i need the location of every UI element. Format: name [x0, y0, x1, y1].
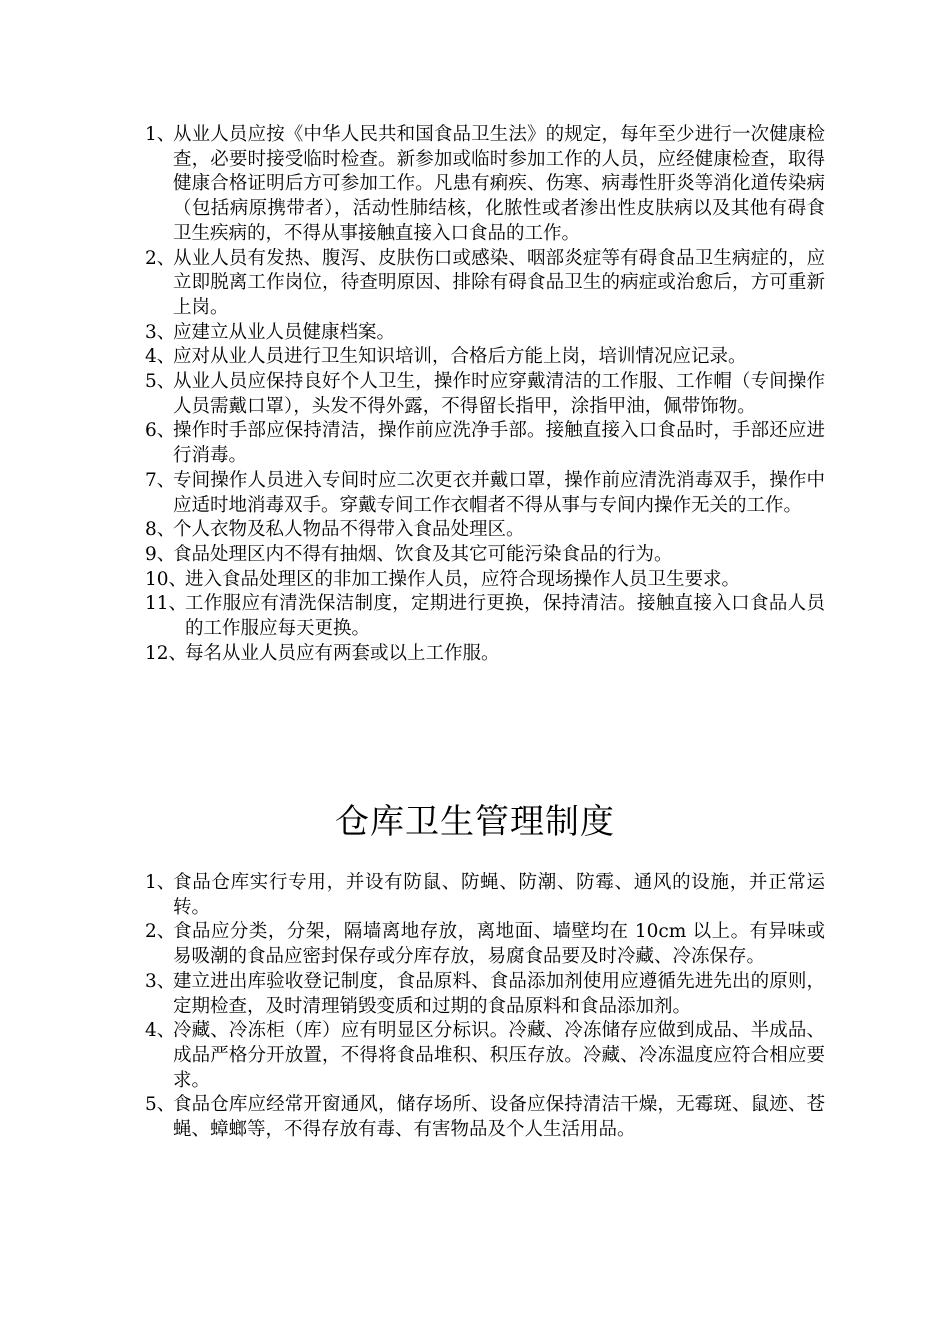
item-number: 1、	[145, 124, 176, 145]
list-item	[145, 642, 825, 667]
item-number: 2、	[145, 247, 176, 269]
item-text: 从业人员应保持良好个人卫生，操作时应穿戴清洁的工作服、工作帽（专间操作人员需戴口罩），头发不得外露，不得留长指甲，涂指甲油，佩带饰物。	[173, 371, 825, 417]
list-item	[145, 518, 825, 543]
list-item	[145, 920, 825, 969]
item-number: 5、	[145, 1094, 176, 1116]
list-item	[145, 345, 825, 370]
list-item	[145, 1019, 825, 1093]
item-text: 食品仓库实行专用，并设有防鼠、防蝇、防潮、防霉、通风的设施，并正常运转。	[173, 872, 825, 918]
item-number: 4、	[145, 1020, 176, 1042]
item-text: 应建立从业人员健康档案。	[173, 321, 396, 343]
item-text: 应对从业人员进行卫生知识培训，合格后方能上岗，培训情况应记录。	[173, 346, 747, 368]
item-number: 2、	[145, 921, 176, 943]
item-number: 12、	[145, 642, 188, 664]
item-text: 操作时手部应保持清洁，操作前应洗净手部。接触直接入口食品时，手部还应进行消毒。	[173, 420, 825, 467]
item-number: 6、	[145, 420, 176, 442]
item-text: 工作服应有清洗保洁制度，定期进行更换，保持清洁。接触直接入口食品人员的工作服应每天更换。	[185, 593, 825, 640]
list-item	[145, 321, 825, 346]
item-number: 5、	[145, 371, 176, 393]
list-item	[145, 871, 825, 920]
staff-hygiene-rules-list	[145, 123, 825, 666]
item-text: 食品仓库应经常开窗通风，储存场所、设备应保持清洁干燥，无霉斑、鼠迹、苍蝇、蟑螂等，不得存放有毒、有害物品及个人生活用品。	[173, 1094, 825, 1141]
item-text: 食品处理区内不得有抽烟、饮食及其它可能污染食品的行为。	[173, 543, 673, 565]
item-number: 9、	[145, 543, 176, 565]
list-item	[145, 543, 825, 568]
item-number: 3、	[145, 970, 176, 992]
item-text: 每名从业人员应有两套或以上工作服。	[185, 642, 500, 664]
item-number: 1、	[145, 872, 176, 893]
item-number: 7、	[145, 469, 176, 491]
warehouse-hygiene-rules-list	[145, 871, 825, 1143]
list-item	[145, 1093, 825, 1142]
list-item	[145, 970, 825, 1019]
item-number: 3、	[145, 321, 176, 343]
item-text: 专间操作人员进入专间时应二次更衣并戴口罩，操作前应清洗消毒双手，操作中应适时地消毒双手。穿戴专间工作衣帽者不得从事与专间内操作无关的工作。	[173, 469, 825, 516]
section-title: 仓库卫生管理制度	[335, 802, 615, 842]
item-text: 从业人员应按《中华人民共和国食品卫生法》的规定，每年至少进行一次健康检查，必要时接受临时检查。新参加或临时参加工作的人员，应经健康检查，取得健康合格证明后方可参加工作。凡患有痢疾、伤寒、病毒性肝炎等消化道传染病（包括病原携带者），活动性肺结核，化脓性或者渗出性皮肤病以及其他有碍食卫生疾病的，不得从事接触直接入口食品的工作。	[173, 124, 825, 244]
list-item	[145, 370, 825, 419]
item-text: 食品应分类，分架，隔墙离地存放，离地面、墙壁均在 10cm 以上。有异味或易吸潮的食品应密封保存或分库存放，易腐食品要及时冷藏、冷冻保存。	[173, 921, 825, 968]
item-number: 10、	[145, 568, 188, 590]
item-number: 11、	[145, 593, 188, 615]
list-item	[145, 123, 825, 247]
item-text: 个人衣物及私人物品不得带入食品处理区。	[173, 519, 525, 541]
item-text: 冷藏、冷冻柜（库）应有明显区分标识。冷藏、冷冻储存应做到成品、半成品、成品严格分开放置，不得将食品堆积、积压存放。冷藏、冷冻温度应符合相应要求。	[173, 1020, 825, 1091]
list-item	[145, 469, 825, 518]
item-text: 从业人员有发热、腹泻、皮肤伤口或感染、咽部炎症等有碍食品卫生病症的，应立即脱离工作岗位，待查明原因、排除有碍食品卫生的病症或治愈后，方可重新上岗。	[173, 247, 825, 318]
list-item	[145, 247, 825, 321]
item-number: 8、	[145, 519, 176, 541]
list-item	[145, 568, 825, 593]
list-item	[145, 592, 825, 641]
item-number: 4、	[145, 346, 176, 368]
list-item	[145, 419, 825, 468]
item-text: 进入食品处理区的非加工操作人员，应符合现场操作人员卫生要求。	[185, 568, 741, 590]
item-text: 建立进出库验收登记制度，食品原料、食品添加剂使用应遵循先进先出的原则，定期检查，及时清理销毁变质和过期的食品原料和食品添加剂。	[173, 970, 825, 1017]
